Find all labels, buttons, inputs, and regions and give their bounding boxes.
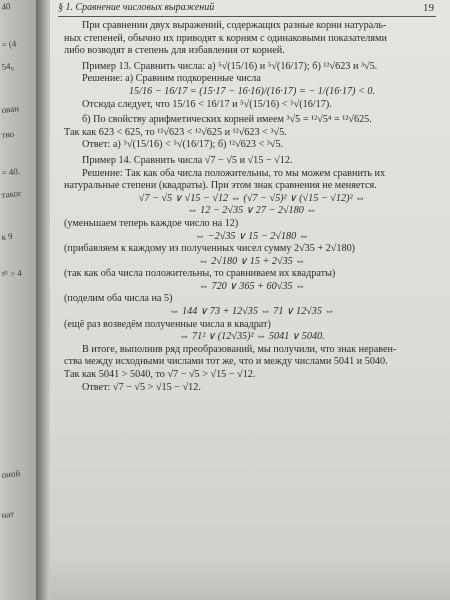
text-line: Ответ: а) ⁵√(15/16) < ⁵√(16/17); б) ¹²√623 < ³√5. [82, 139, 284, 151]
left-page-fragment: оной [1, 468, 21, 480]
book-page [50, 0, 450, 600]
left-page-fragment: = 40. [1, 166, 21, 178]
formula-line: ⇔ 720 ∨ 365 + 60√35 ⇔ [198, 280, 306, 292]
page-content [64, 20, 440, 394]
formula-line: ⇔ 12 − 2√35 ∨ 27 − 2√180 ⇔ [187, 205, 317, 217]
text-line: б) По свойству арифметических корней имеем ³√5 = ¹²√5⁴ = ¹²√625. [82, 114, 372, 126]
left-page-fragment: = (4 [1, 38, 17, 50]
text-line: Решение: а) Сравним подкоренные числа [82, 73, 261, 85]
formula-line: 15/16 − 16/17 = (15·17 − 16·16)/(16·17) = − 1/(16·17) < 0. [128, 85, 376, 97]
text-line: ных степеней, обычно их приводят к корням с одинаковыми показателями [64, 32, 387, 44]
left-page-fragment: таког [1, 187, 23, 200]
formula-line: ⇔ 144 ∨ 73 + 12√35 ⇔ 71 ∨ 12√35 ⇔ [169, 306, 335, 318]
text-line: (уменьшаем теперь каждое число на 12) [64, 217, 239, 229]
left-page-edge [0, 0, 38, 600]
text-line: либо возводят в степень для избавления от корней. [64, 45, 285, 57]
left-page-fragment: 54₀ [1, 60, 15, 72]
page-number: 19 [423, 2, 434, 14]
text-line: Ответ: √7 − √5 > √15 − √12. [82, 381, 201, 393]
text-line: В итоге, выполнив ряд преобразований, мы получили, что знак неравен- [82, 343, 397, 355]
section-title: § 1. Сравнение числовых выражений [58, 2, 215, 13]
left-page-fragment: тво [1, 128, 15, 140]
text-line: (поделим оба числа на 5) [64, 293, 173, 305]
left-page-fragment: 40 [1, 1, 11, 12]
formula-line: ⇔ −2√35 ∨ 15 − 2√180 ⇔ [195, 230, 309, 242]
left-page-fragment: ован [1, 103, 20, 115]
formula-line: ⇔ 2√180 ∨ 15 + 2√35 ⇔ [198, 255, 306, 267]
text-line: Пример 13. Сравнить числа: а) ⁵√(15/16) и ⁵√(16/17); б) ¹²√623 и ³√5. [82, 60, 378, 72]
page-shadow [50, 560, 450, 600]
formula-line: ⇔ 71² ∨ (12√35)² ⇔ 5041 ∨ 5040. [179, 331, 325, 343]
text-line: ства между исходными числами тот же, что и между числами 5041 и 5040. [64, 356, 388, 368]
text-line: (ещё раз возведём полученные числа в квадрат) [64, 318, 271, 330]
text-line: Решение: Так как оба числа положительны, то мы можем сравнить их [82, 167, 386, 179]
text-line: Так как 5041 > 5040, то √7 − √5 > √15 − √12. [64, 369, 256, 381]
text-line: Так как 623 < 625, то ¹²√623 < ¹²√625 и ¹²√623 < ³√5. [64, 126, 287, 138]
running-header [58, 2, 436, 17]
left-page-fragment: к 9 [1, 230, 14, 242]
left-page-fragment: ³⁰ > 4 [1, 267, 23, 280]
text-line: (так как оба числа положительны, то сравниваем их квадраты) [64, 268, 336, 280]
text-line: натуральные степени (квадраты). При этом знак сравнения не меняется. [64, 180, 377, 192]
text-line: При сравнении двух выражений, содержащих разные корни натураль- [82, 20, 387, 31]
left-page-fragment: нат [1, 508, 15, 520]
text-line: Отсюда следует, что 15/16 < 16/17 и ⁵√(15/16) < ⁵√(16/17). [82, 98, 332, 110]
formula-line: √7 − √5 ∨ √15 − √12 ⇔ (√7 − √5)² ∨ (√15 − √12)² ⇔ [138, 192, 366, 204]
text-line: (прибавляем к каждому из полученных чисел сумму 2√35 + 2√180) [64, 243, 356, 255]
text-line: Пример 14. Сравнить числа √7 − √5 и √15 − √12. [82, 154, 293, 166]
